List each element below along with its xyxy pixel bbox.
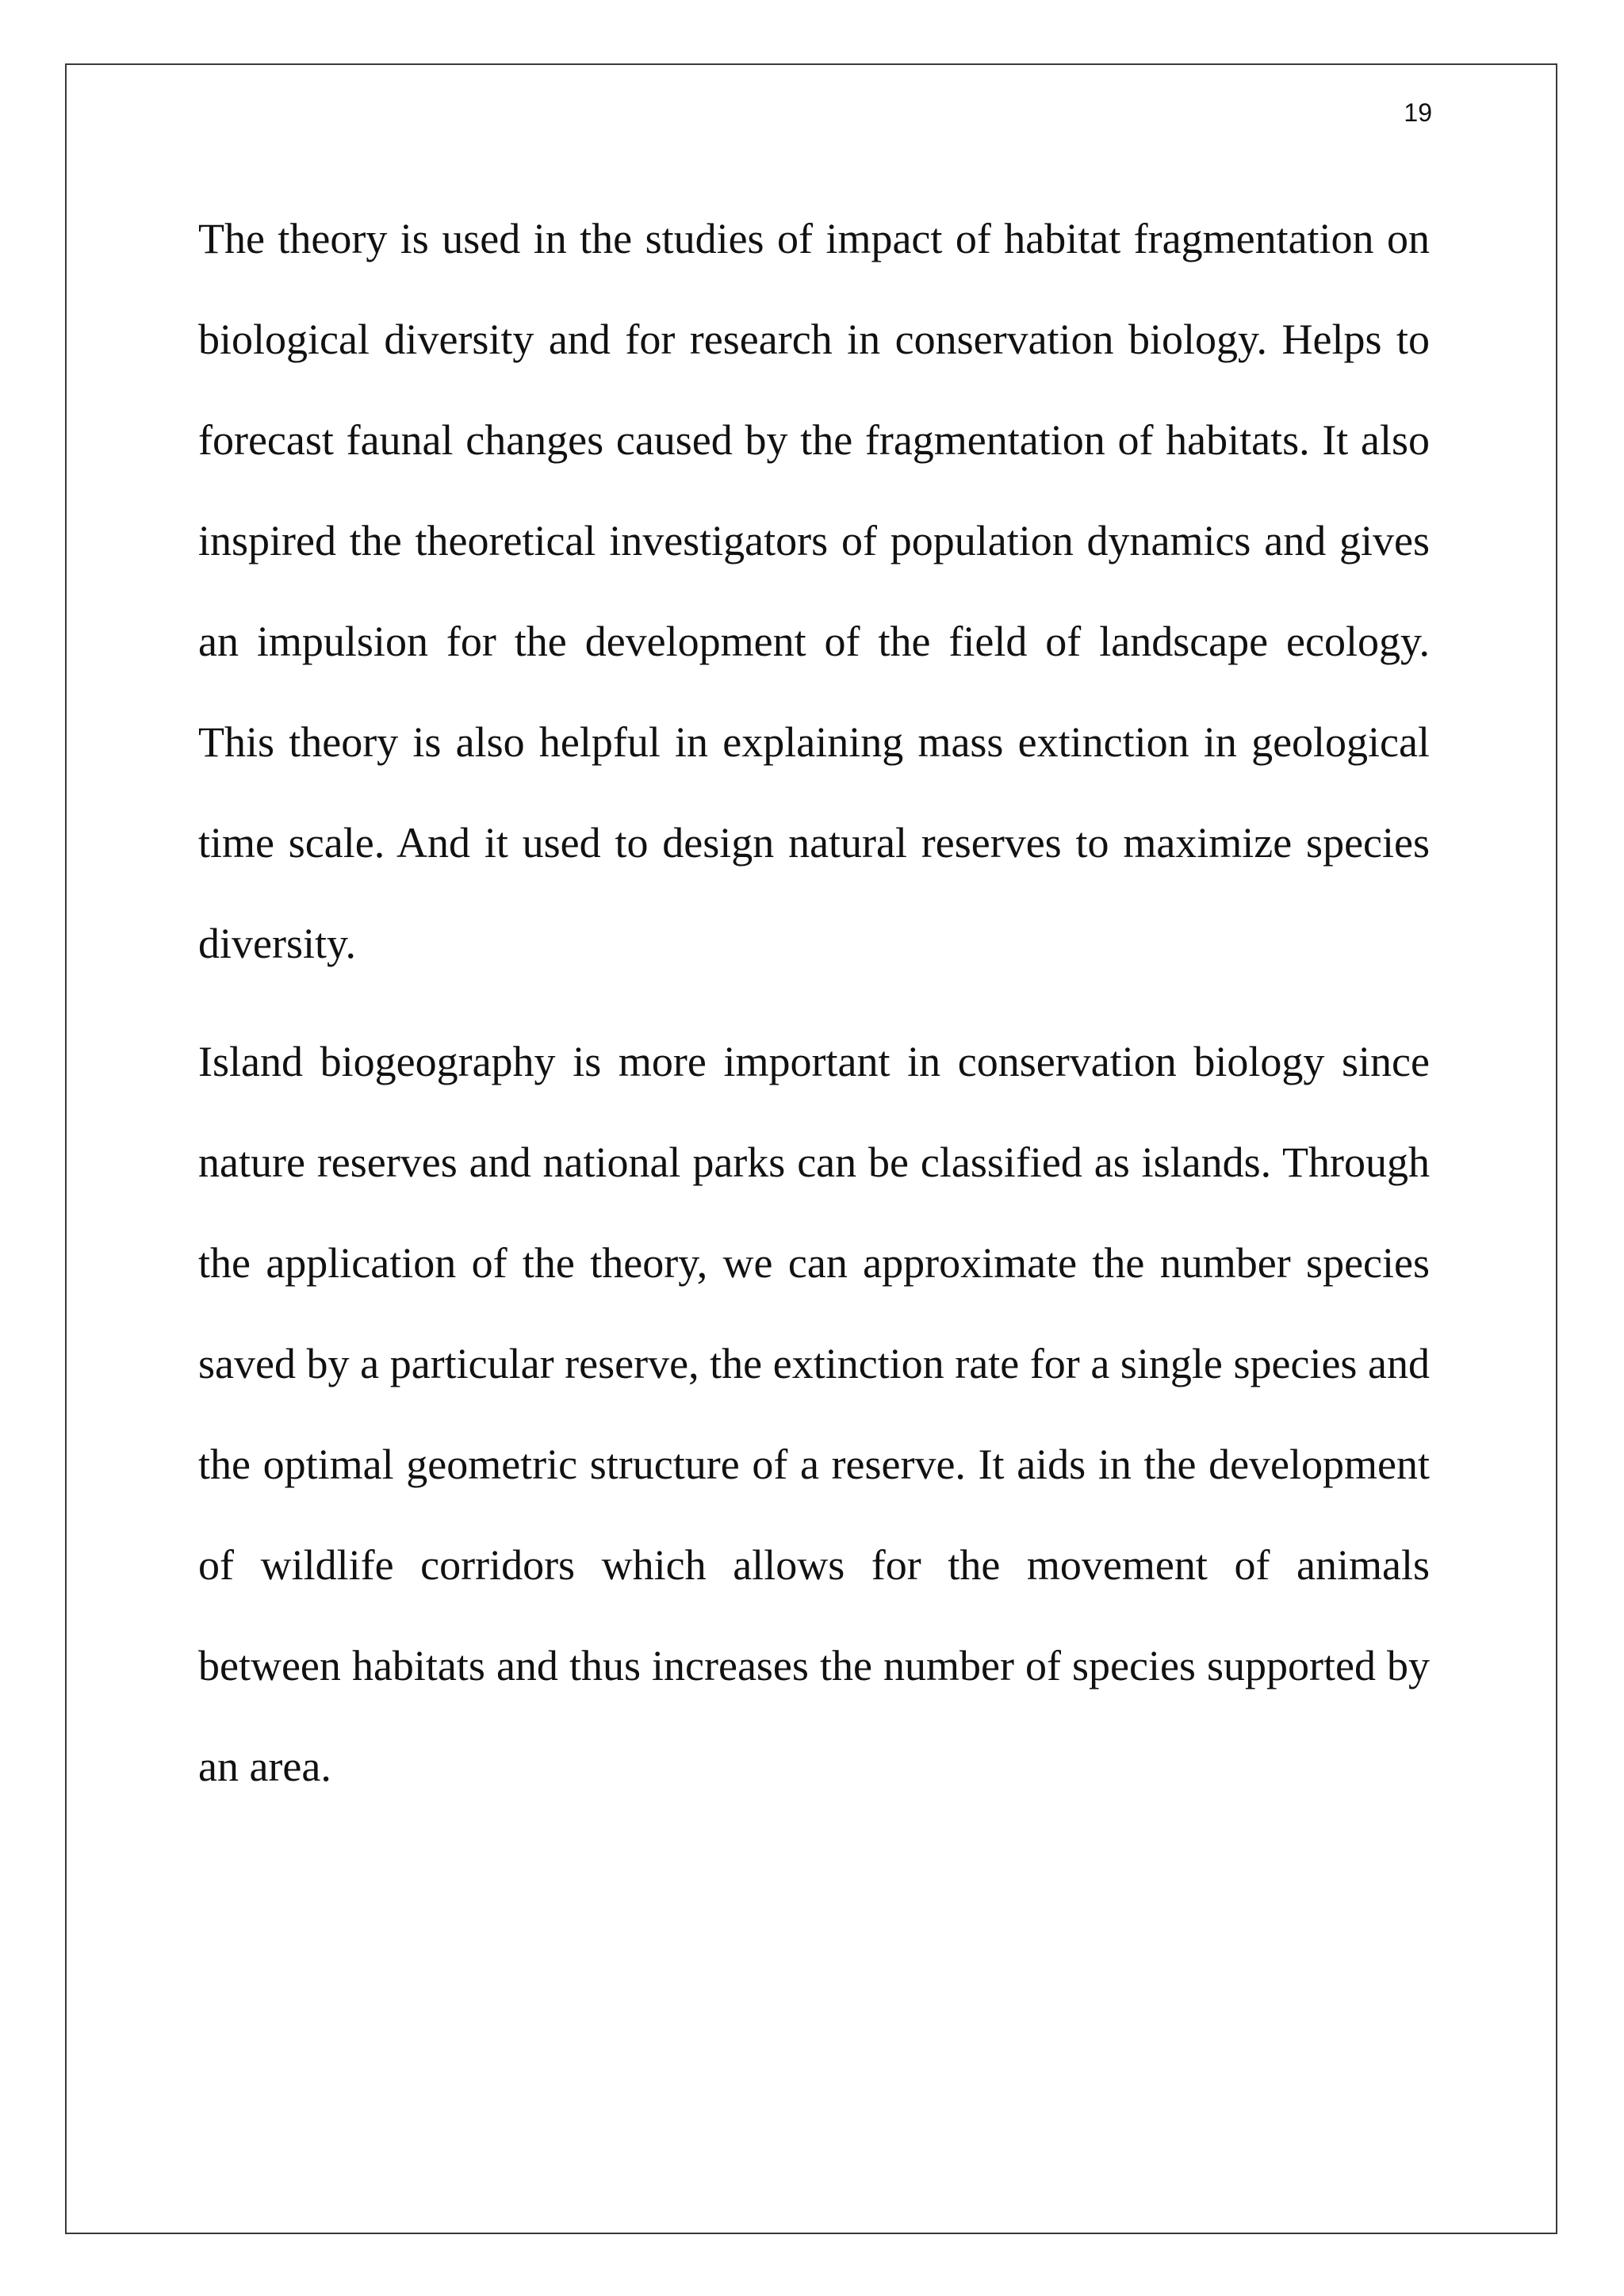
document-body [198, 189, 1430, 1817]
paragraph-island-biogeography: Island biogeography is more important in conservation biology since nature reserves and national parks can be classified as islands. Through the application of the theory, we can approximate the number species saved by a particular reserve, the extinction rate for a single species and the optimal geometric structure of a reserve. It aids in the development of wildlife corridors which allows for the movement of animals between habitats and thus increases the number of species supported by an area. [198, 1038, 1430, 1790]
paragraph-theory-applications: The theory is used in the studies of impact of habitat fragmentation on biological diversity and for research in conservation biology. Helps to forecast faunal changes caused by the fragmentation of habitats. It also inspired the theoretical investigators of population dynamics and gives an impulsion for the development of the field of landscape ecology. This theory is also helpful in explaining mass extinction in geological time scale. And it used to design natural reserves to maximize species diversity. [198, 215, 1430, 967]
page-number: 19 [1404, 98, 1432, 127]
